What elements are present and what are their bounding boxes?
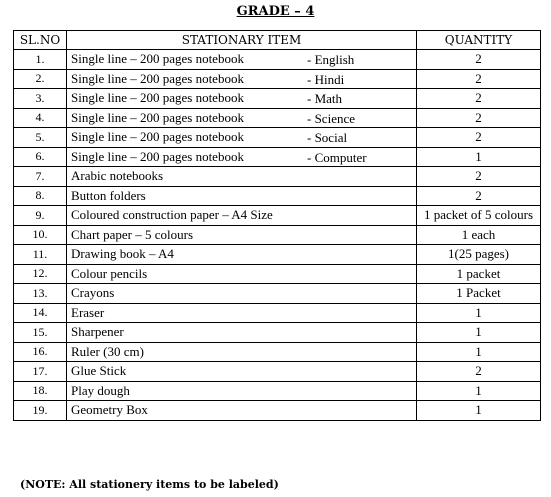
row-sl-no: 3. bbox=[14, 89, 67, 109]
row-item-cell bbox=[67, 381, 417, 401]
row-item-cell bbox=[67, 303, 417, 323]
row-item-cell bbox=[67, 108, 417, 128]
table-row bbox=[14, 245, 541, 265]
row-sl-no: 16. bbox=[14, 342, 67, 362]
table-row bbox=[14, 167, 541, 187]
row-quantity: 1 bbox=[417, 147, 541, 167]
row-sl-no: 4. bbox=[14, 108, 67, 128]
row-item-cell bbox=[67, 245, 417, 265]
table-row bbox=[14, 186, 541, 206]
row-item-name: Ruler (30 cm) bbox=[71, 343, 144, 359]
row-item-cell bbox=[67, 362, 417, 382]
row-item-name: Chart paper – 5 colours bbox=[71, 226, 194, 242]
row-sl-no: 8. bbox=[14, 186, 67, 206]
row-item-cell bbox=[67, 401, 417, 421]
table-row bbox=[14, 303, 541, 323]
row-item-name: Drawing book – A4 bbox=[71, 246, 174, 262]
table-row bbox=[14, 362, 541, 382]
row-item-name: Single line – 200 pages notebook bbox=[71, 148, 244, 164]
row-sl-no: 5. bbox=[14, 128, 67, 148]
table-row bbox=[14, 89, 541, 109]
row-item-cell bbox=[67, 284, 417, 304]
row-quantity: 1 packet bbox=[417, 264, 541, 284]
row-item-name: Single line – 200 pages notebook bbox=[71, 129, 244, 145]
row-item-cell bbox=[67, 167, 417, 187]
table-row bbox=[14, 108, 541, 128]
row-quantity: 1 Packet bbox=[417, 284, 541, 304]
row-quantity: 1 bbox=[417, 323, 541, 343]
header-quantity: QUANTITY bbox=[417, 31, 541, 50]
row-item-name: Coloured construction paper – A4 Size bbox=[71, 207, 273, 223]
row-sl-no: 2. bbox=[14, 69, 67, 89]
labeling-note: (NOTE: All stationery items to be labeled) bbox=[20, 478, 279, 491]
row-item-name: Colour pencils bbox=[71, 265, 148, 281]
row-item-subject: - Hindi bbox=[307, 71, 345, 87]
table-row bbox=[14, 128, 541, 148]
row-quantity: 2 bbox=[417, 167, 541, 187]
row-item-cell bbox=[67, 50, 417, 70]
row-item-name: Single line – 200 pages notebook bbox=[71, 109, 244, 125]
row-item-cell bbox=[67, 323, 417, 343]
row-item-name: Button folders bbox=[71, 187, 146, 203]
table-row bbox=[14, 225, 541, 245]
row-sl-no: 1. bbox=[14, 50, 67, 70]
row-item-name: Play dough bbox=[71, 382, 130, 398]
row-item-name: Eraser bbox=[71, 304, 105, 320]
table-row bbox=[14, 284, 541, 304]
row-item-cell bbox=[67, 264, 417, 284]
row-sl-no: 14. bbox=[14, 303, 67, 323]
table-row bbox=[14, 69, 541, 89]
row-sl-no: 13. bbox=[14, 284, 67, 304]
row-quantity: 1 bbox=[417, 401, 541, 421]
table-body bbox=[14, 50, 541, 421]
row-item-subject: - Social bbox=[307, 130, 348, 145]
row-item-name: Sharpener bbox=[71, 324, 124, 340]
table-header-row bbox=[14, 31, 541, 50]
header-sl-no: SL.NO bbox=[14, 31, 67, 50]
page-title bbox=[0, 4, 551, 19]
row-quantity: 2 bbox=[417, 128, 541, 148]
row-item-cell bbox=[67, 225, 417, 245]
row-quantity: 2 bbox=[417, 50, 541, 70]
row-sl-no: 6. bbox=[14, 147, 67, 167]
row-sl-no: 9. bbox=[14, 206, 67, 226]
row-item-cell bbox=[67, 342, 417, 362]
row-sl-no: 15. bbox=[14, 323, 67, 343]
row-quantity: 1 bbox=[417, 303, 541, 323]
row-item-name: Arabic notebooks bbox=[71, 168, 164, 184]
row-quantity: 2 bbox=[417, 69, 541, 89]
row-quantity: 1 each bbox=[417, 225, 541, 245]
row-sl-no: 12. bbox=[14, 264, 67, 284]
row-quantity: 2 bbox=[417, 186, 541, 206]
table-row bbox=[14, 381, 541, 401]
row-item-subject: - Math bbox=[307, 91, 343, 106]
row-quantity: 1 bbox=[417, 342, 541, 362]
table-row bbox=[14, 206, 541, 226]
stationery-table bbox=[13, 30, 541, 421]
table-row bbox=[14, 342, 541, 362]
table-row bbox=[14, 50, 541, 70]
row-item-cell bbox=[67, 89, 417, 109]
row-sl-no: 7. bbox=[14, 167, 67, 187]
row-sl-no: 11. bbox=[14, 245, 67, 265]
row-item-name: Single line – 200 pages notebook bbox=[71, 51, 244, 67]
row-quantity: 1 packet of 5 colours bbox=[417, 206, 541, 226]
row-item-cell bbox=[67, 206, 417, 226]
row-item-subject: - Computer bbox=[307, 149, 367, 165]
row-item-name: Single line – 200 pages notebook bbox=[71, 90, 244, 106]
row-item-cell bbox=[67, 147, 417, 167]
row-sl-no: 17. bbox=[14, 362, 67, 382]
row-item-cell bbox=[67, 69, 417, 89]
table-row bbox=[14, 147, 541, 167]
row-item-cell bbox=[67, 186, 417, 206]
row-item-name: Glue Stick bbox=[71, 363, 127, 379]
row-quantity: 2 bbox=[417, 89, 541, 109]
row-item-name: Crayons bbox=[71, 285, 115, 301]
row-sl-no: 18. bbox=[14, 381, 67, 401]
row-item-cell bbox=[67, 128, 417, 148]
row-quantity: 2 bbox=[417, 108, 541, 128]
table-row bbox=[14, 264, 541, 284]
row-item-name: Geometry Box bbox=[71, 402, 148, 418]
row-quantity: 2 bbox=[417, 362, 541, 382]
row-quantity: 1(25 pages) bbox=[417, 245, 541, 265]
table-row bbox=[14, 401, 541, 421]
table-row bbox=[14, 323, 541, 343]
row-item-name: Single line – 200 pages notebook bbox=[71, 70, 244, 86]
row-sl-no: 19. bbox=[14, 401, 67, 421]
row-quantity: 1 bbox=[417, 381, 541, 401]
page-title-text: GRADE – 4 bbox=[236, 4, 315, 19]
row-sl-no: 10. bbox=[14, 225, 67, 245]
row-item-subject: - Science bbox=[307, 110, 356, 126]
header-stationary-item: STATIONARY ITEM bbox=[67, 31, 417, 50]
row-item-subject: - English bbox=[307, 52, 355, 67]
